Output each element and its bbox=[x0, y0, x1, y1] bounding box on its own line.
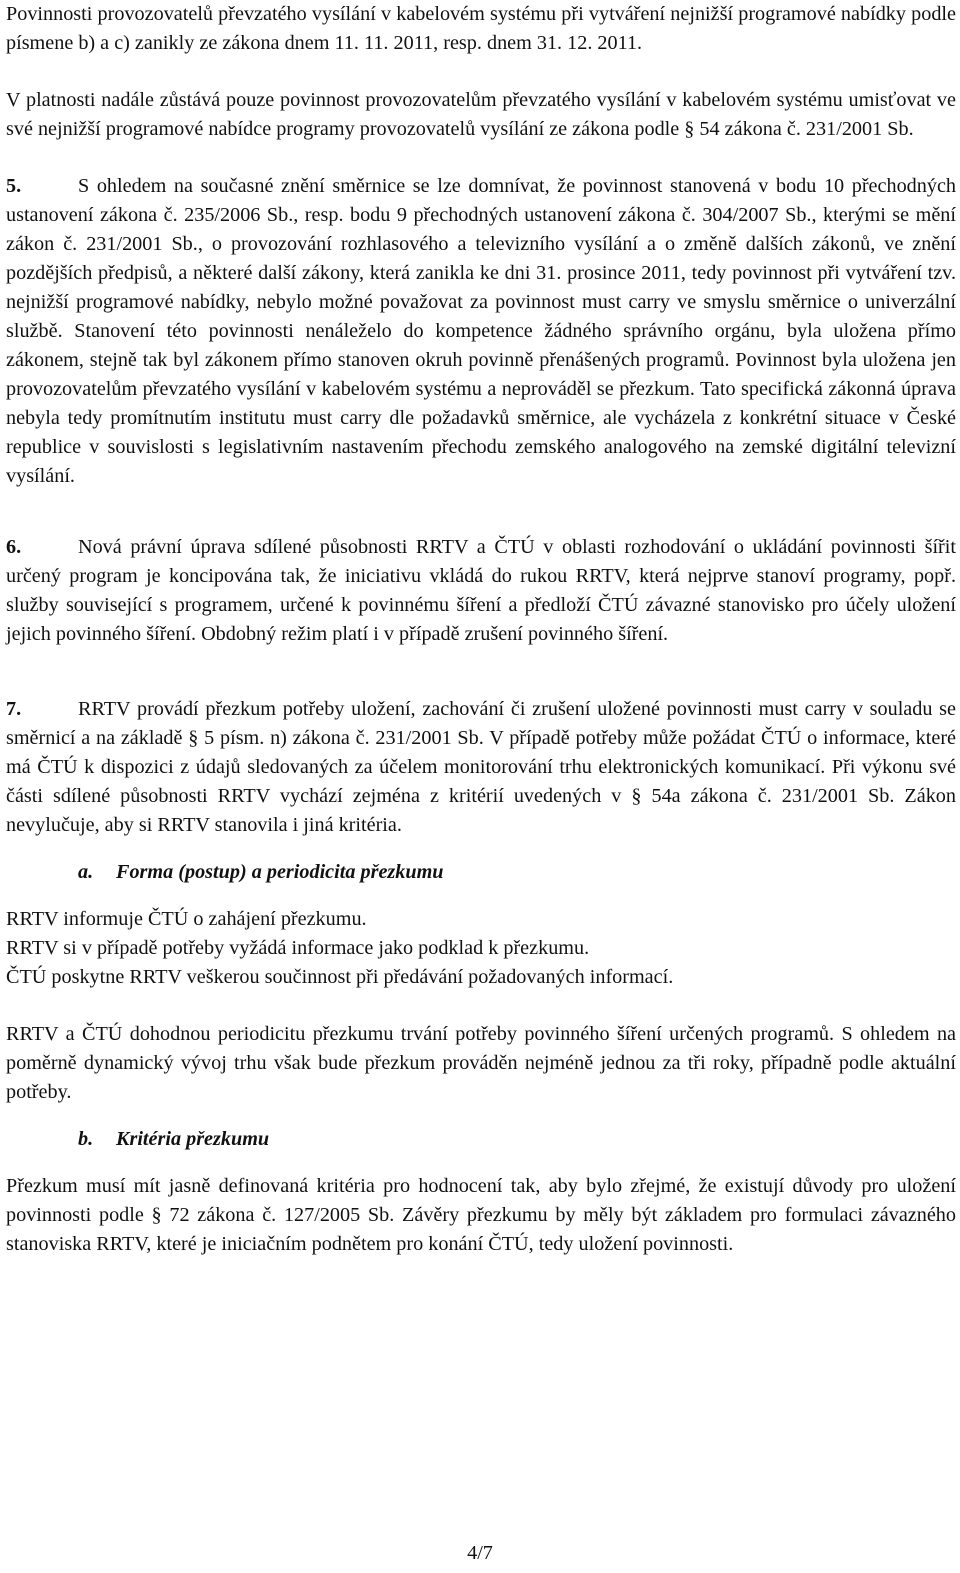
section-5 bbox=[6, 172, 956, 491]
subsection-b-heading bbox=[6, 1125, 956, 1154]
section-number: 5. bbox=[6, 175, 22, 197]
section-number: 7. bbox=[6, 698, 22, 720]
document-page bbox=[6, 0, 956, 1259]
subsection-a-heading bbox=[6, 858, 956, 887]
subsection-a-line-3: ČTÚ poskytne RRTV veškerou součinnost při předávání požadovaných informací. bbox=[6, 966, 674, 988]
page-number: 4/7 bbox=[467, 1542, 493, 1564]
subsection-letter: a. bbox=[78, 861, 94, 883]
subsection-letter: b. bbox=[78, 1128, 94, 1150]
section-number: 6. bbox=[6, 536, 22, 558]
subsection-a-line-2: RRTV si v případě potřeby vyžádá informace jako podklad k přezkumu. bbox=[6, 937, 590, 959]
intro-paragraph-1: Povinnosti provozovatelů převzatého vysílání v kabelovém systému při vytváření nejnižší programové nabídky podle písmene b) a c) zanikly ze zákona dnem 11. 11. 2011, resp. dnem 31. 12. 2011. bbox=[6, 3, 956, 54]
section-text: Nová právní úprava sdílené působnosti RRTV a ČTÚ v oblasti rozhodování o ukládání povinnosti šířit určený program je koncipována tak, že iniciativu vkládá do rukou RRTV, která nejprve stanoví programy, popř. služby související s programem, určené k povinnému šíření a předloží ČTÚ závazné stanovisko pro účely uložení jejich povinného šíření. Obdobný režim platí i v případě zrušení povinného šíření. bbox=[6, 536, 956, 645]
intro-paragraph-2: V platnosti nadále zůstává pouze povinnost provozovatelům převzatého vysílání v kabelovém systému umisťovat ve své nejnižší programové nabídce programy provozovatelů vysílání ze zákona podle § 54 zákona č. 231/2001 Sb. bbox=[6, 89, 956, 140]
section-7 bbox=[6, 695, 956, 840]
subsection-a-line-1: RRTV informuje ČTÚ o zahájení přezkumu. bbox=[6, 908, 367, 930]
section-text: S ohledem na současné znění směrnice se lze domnívat, že povinnost stanovená v bodu 10 přechodných ustanovení zákona č. 235/2006 Sb., resp. bodu 9 přechodných ustanovení zákona č. 304/2007 Sb., kterými se mění zákon č. 231/2001 Sb., o provozování rozhlasového a televizního vysílání a o změně dalších zákonů, ve znění pozdějších předpisů, a některé další zákony, která zanikla ke dni 31. prosince 2011, tedy povinnost při vytváření tzv. nejnižší programové nabídky, nebylo možné považovat za povinnost must carry ve smyslu směrnice o univerzální službě. Stanovení této povinnosti nenáleželo do kompetence žádného správního orgánu, byla uložena přímo zákonem, stejně tak byl zákonem přímo stanoven okruh povinně přenášených programů. Povinnost byla uložena jen provozovatelům převzatého vysílání v kabelovém systému a neprováděl se přezkum. Tato specifická zákonná úprava nebyla tedy promítnutím institutu must carry dle požadavků směrnice, ale vycházela z konkrétní situace v České republice v souvislosti s legislativním nastavením přechodu zemského analogového na zemské digitální televizní vysílání. bbox=[6, 175, 956, 487]
subsection-title: Kritéria přezkumu bbox=[116, 1128, 270, 1150]
section-6 bbox=[6, 533, 956, 649]
subsection-a-paragraph: RRTV a ČTÚ dohodnou periodicitu přezkumu trvání potřeby povinného šíření určených programů. S ohledem na poměrně dynamický vývoj trhu však bude přezkum prováděn nejméně jednou za tři roky, případně podle aktuální potřeby. bbox=[6, 1023, 956, 1103]
section-text: RRTV provádí přezkum potřeby uložení, zachování či zrušení uložené povinnosti must carry v souladu se směrnicí a na základě § 5 písm. n) zákona č. 231/2001 Sb. V případě potřeby může požádat ČTÚ o informace, které má ČTÚ k dispozici z údajů sledovaných za účelem monitorování trhu elektronických komunikací. Při výkonu své části sdílené působnosti RRTV vychází zejména z kritérií uvedených v § 54a zákona č. 231/2001 Sb. Zákon nevylučuje, aby si RRTV stanovila i jiná kritéria. bbox=[6, 698, 956, 836]
subsection-title: Forma (postup) a periodicita přezkumu bbox=[116, 861, 444, 883]
subsection-b-paragraph: Přezkum musí mít jasně definovaná kritéria pro hodnocení tak, aby bylo zřejmé, že existují důvody pro uložení povinnosti podle § 72 zákona č. 127/2005 Sb. Závěry přezkumu by měly být základem pro formulaci závazného stanoviska RRTV, které je iniciačním podnětem pro konání ČTÚ, tedy uložení povinnosti. bbox=[6, 1175, 956, 1255]
